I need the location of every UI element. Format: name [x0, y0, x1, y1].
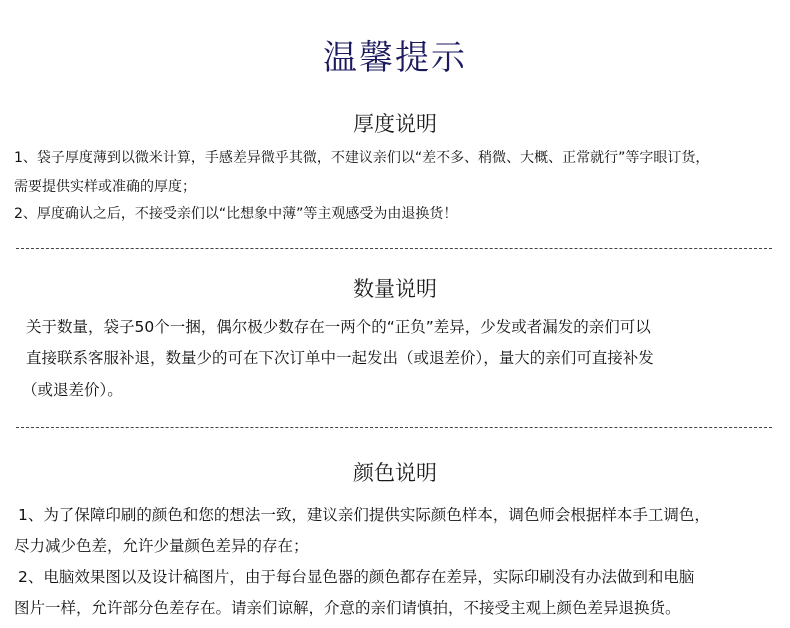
- section-divider-2: [16, 427, 772, 428]
- thickness-line-1: 1、袋子厚度薄到以微米计算，手感差异微乎其微，不建议亲们以“差不多、稍微、大概、正常就行”等字眼订货，: [14, 150, 710, 166]
- quantity-line-3: （或退差价）。: [22, 381, 123, 399]
- color-line-2: 尽力减少色差，允许少量颜色差异的存在；: [14, 537, 309, 555]
- color-line-1: 1、为了保障印刷的颜色和您的想法一致，建议亲们提供实际颜色样本，调色师会根据样本手工调色，: [18, 506, 710, 524]
- color-heading: 颜色说明: [353, 461, 437, 485]
- quantity-line-1: 关于数量，袋子50个一捆，偶尔极少数存在一两个的“正负”差异，少发或者漏发的亲们可以: [26, 318, 651, 336]
- color-line-3: 2、电脑效果图以及设计稿图片，由于每台显色器的颜色都存在差异，实际印刷没有办法做到和电脑: [18, 568, 695, 586]
- section-divider-1: [16, 248, 772, 249]
- quantity-heading: 数量说明: [353, 277, 437, 301]
- thickness-line-3: 2、厚度确认之后，不接受亲们以“比想象中薄”等主观感受为由退换货！: [14, 206, 458, 222]
- thickness-line-2: 需要提供实样或准确的厚度；: [14, 179, 196, 195]
- notice-title: 温馨提示: [323, 38, 467, 78]
- quantity-line-2: 直接联系客服补退，数量少的可在下次订单中一起发出（或退差价），量大的亲们可直接补发: [26, 349, 654, 367]
- color-line-4: 图片一样，允许部分色差存在。请亲们谅解，介意的亲们请慎拍，不接受主观上颜色差异退换货。: [14, 599, 681, 617]
- thickness-heading: 厚度说明: [353, 112, 437, 136]
